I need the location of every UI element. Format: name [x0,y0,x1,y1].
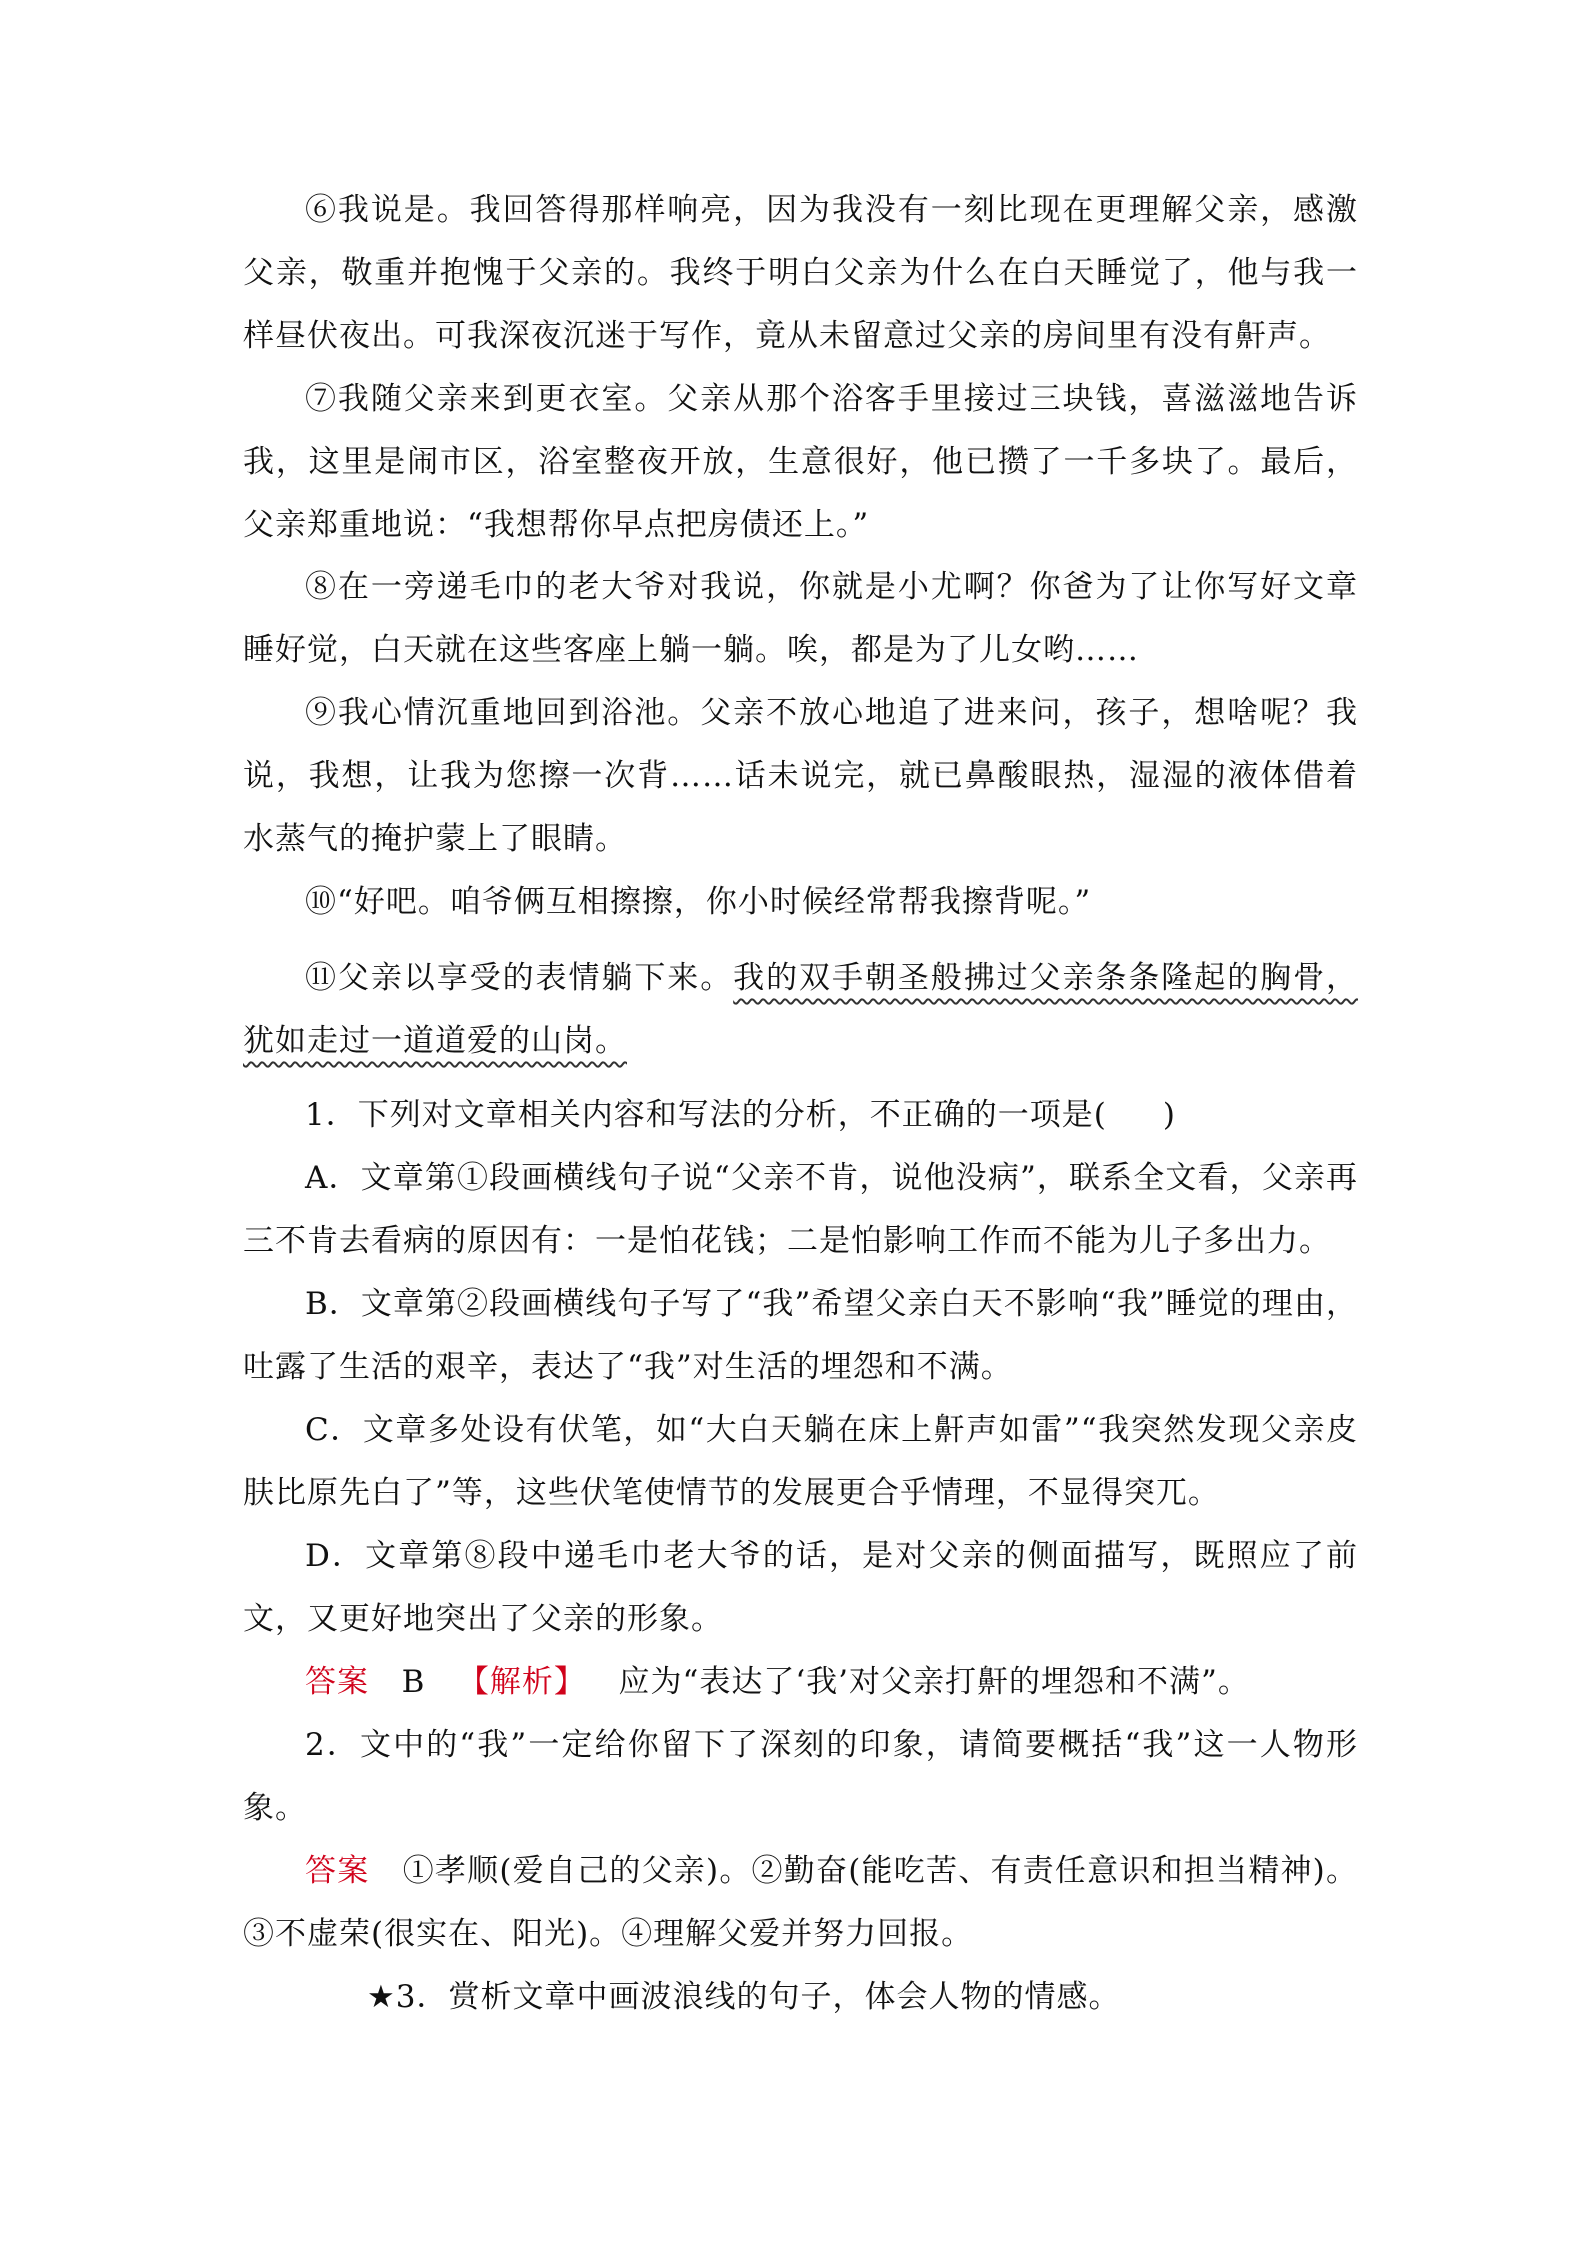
question-1-answer [243,1651,1358,1714]
paragraph-8: ⑧在一旁递毛巾的老大爷对我说，你就是小尤啊？你爸为了让你写好文章睡好觉，白天就在这些客座上躺一躺。唉，都是为了儿女哟…… [243,569,1358,668]
question-3-stem [243,1966,1358,2029]
answer-label: 答案 [305,1664,369,1700]
question-1-option-c: C．文章多处设有伏笔，如“大白天躺在床上鼾声如雷”“我突然发现父亲皮肤比原先白了”等，这些伏笔使情节的发展更合乎情理，不显得突兀。 [243,1412,1358,1511]
question-3-text: 3．赏析文章中画波浪线的句子，体会人物的情感。 [395,1979,1121,2015]
wavy-underlined-sentence: 我的双手朝圣般拂过父亲条条隆起的胸骨，犹如走过一道道爱的山岗。 [243,960,1359,1059]
question-1-option-d: D．文章第⑧段中递毛巾老大爷的话，是对父亲的侧面描写，既照应了前文，又更好地突出了父亲的形象。 [243,1538,1358,1637]
analysis-label: 【解析】 [457,1664,586,1700]
paragraph-7: ⑦我随父亲来到更衣室。父亲从那个浴客手里接过三块钱，喜滋滋地告诉我，这里是闹市区，浴室整夜开放，生意很好，他已攒了一千多块了。最后，父亲郑重地说：“我想帮你早点把房债还上。” [243,381,1358,543]
question-2-stem: 2．文中的“我”一定给你留下了深刻的印象，请简要概括“我”这一人物形象。 [243,1727,1358,1826]
answer-text: ①孝顺(爱自己的父亲)。②勤奋(能吃苦、有责任意识和担当精神)。③不虚荣(很实在、阳光)。④理解父爱并努力回报。 [243,1853,1359,1952]
analysis-text: 应为“表达了‘我’对父亲打鼾的埋怨和不满”。 [618,1664,1250,1700]
question-1-stem-text: 1．下列对文章相关内容和写法的分析，不正确的一项是( [305,1097,1107,1133]
answer-label: 答案 [305,1853,370,1889]
answer-value: B [401,1664,426,1700]
paragraph-10: ⑩“好吧。咱爷俩互相擦擦，你小时候经常帮我擦背呢。” [305,884,1092,920]
paragraph-11-plain: ⑪父亲以享受的表情躺下来。 [305,960,734,996]
question-2-answer [243,1840,1358,1966]
question-1-option-b: B．文章第②段画横线句子写了“我”希望父亲白天不影响“我”睡觉的理由，吐露了生活的艰辛，表达了“我”对生活的埋怨和不满。 [243,1286,1358,1385]
question-1-option-a: A．文章第①段画横线句子说“父亲不肯，说他没病”，联系全文看，父亲再三不肯去看病的原因有：一是怕花钱；二是怕影响工作而不能为儿子多出力。 [243,1160,1358,1259]
paragraph-6: ⑥我说是。我回答得那样响亮，因为我没有一刻比现在更理解父亲，感激父亲，敬重并抱愧于父亲的。我终于明白父亲为什么在白天睡觉了，他与我一样昼伏夜出。可我深夜沉迷于写作，竟从未留意过父亲的房间里有没有鼾声。 [243,192,1358,354]
paragraph-11 [243,947,1358,1073]
question-1-stem-close: ) [1162,1097,1176,1133]
star-icon: ★ [367,1979,396,2015]
question-1-stem [243,1084,1358,1147]
paragraph-9: ⑨我心情沉重地回到浴池。父亲不放心地追了进来问，孩子，想啥呢？我说，我想，让我为您擦一次背……话未说完，就已鼻酸眼热，湿湿的液体借着水蒸气的掩护蒙上了眼睛。 [243,695,1358,857]
